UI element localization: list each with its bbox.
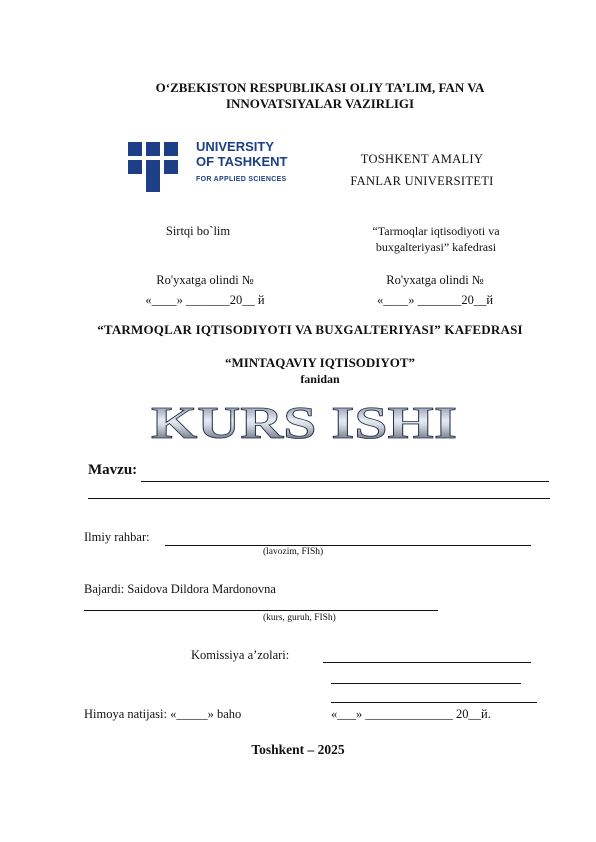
ministry-heading xyxy=(60,80,580,112)
defense-grade: Himoya natijasi: «_____» baho xyxy=(84,707,242,721)
logo-grid-icon xyxy=(126,140,182,192)
author-label: Bajardi: Saidova Dildora Mardonovna xyxy=(84,582,276,596)
commission-line-3 xyxy=(331,702,537,703)
supervisor-line xyxy=(165,545,531,546)
registration-left xyxy=(100,270,310,310)
commission-line-2 xyxy=(331,683,521,684)
topic-label: Mavzu: xyxy=(88,462,138,478)
author-line xyxy=(84,610,438,611)
university-logo xyxy=(126,140,296,194)
author-caption: (kurs, guruh, FISh) xyxy=(263,613,336,623)
registration-label: Ro'yxatga olindi № xyxy=(386,273,484,287)
commission-label: Komissiya a’zolari: xyxy=(191,648,290,662)
registration-label: Ro'yxatga olindi № xyxy=(156,273,254,287)
defense-date: «___» ______________ 20__й. xyxy=(331,707,491,721)
subject-name: “MINTAQAVIY IQTISODIYOT” xyxy=(224,355,416,370)
work-title-art xyxy=(148,398,460,444)
university-name: TOSHKENT AMALIY FANLAR UNIVERSITETI xyxy=(350,152,494,188)
logo-wordmark: UNIVERSITY OF TASHKENT FOR APPLIED SCIENCES xyxy=(196,139,288,183)
subject-suffix: fanidan xyxy=(300,372,340,386)
supervisor-caption: (lavozim, FISh) xyxy=(263,547,324,557)
registration-date: «____» _______20__й xyxy=(376,293,494,307)
topic-line-1 xyxy=(141,481,549,482)
ministry-line-2: INNOVATSIYALAR VAZIRLIGI xyxy=(225,96,415,111)
city-year: Toshkent – 2025 xyxy=(251,742,345,757)
commission-line-1 xyxy=(323,662,531,663)
topic-line-2 xyxy=(88,498,550,499)
registration-date: «____» _______20__ й xyxy=(145,293,265,307)
registration-right xyxy=(330,270,540,310)
work-title: KURS ISHI xyxy=(151,398,457,444)
ministry-line-1: O‘ZBEKISTON RESPUBLIKASI OLIY TA’LIM, FAN VA xyxy=(155,80,485,95)
subject-heading xyxy=(120,355,520,387)
supervisor-label: Ilmiy rahbar: xyxy=(84,530,150,544)
kafedra-title: “TARMOQLAR IQTISODIYOTI VA BUXGALTERIYASI” KAFEDRASI xyxy=(97,322,523,337)
kafedra-name: “Tarmoqlar iqtisodiyoti va buxgalteriyasi” kafedrasi xyxy=(372,224,500,254)
department-label: Sirtqi bo`lim xyxy=(165,224,231,238)
